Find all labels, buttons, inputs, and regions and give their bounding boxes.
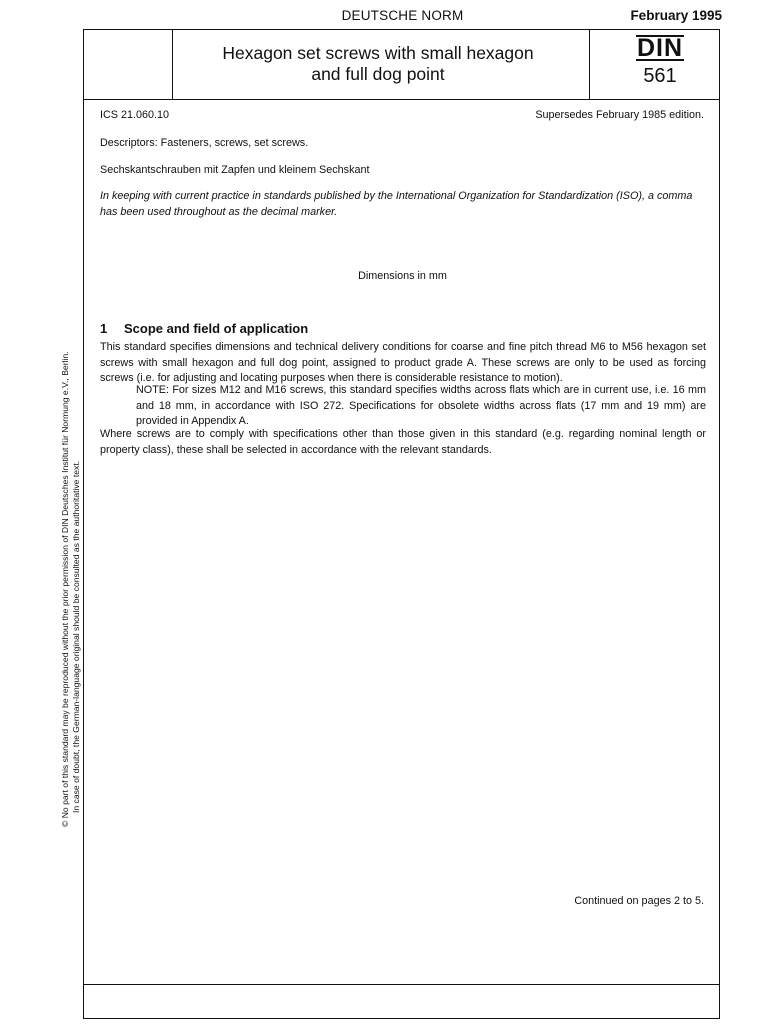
title-line-2: and full dog point <box>311 64 445 84</box>
document-title <box>173 43 583 85</box>
continued-note: Continued on pages 2 to 5. <box>574 895 704 907</box>
copyright-line-2: In case of doubt, the German-language original should be consulted as the authoritative text. <box>71 460 81 813</box>
section-number: 1 <box>100 321 108 336</box>
iso-decimal-note: In keeping with current practice in standards published by the International Organization for Standardization (ISO), a comma has been used throughout as the decimal marker. <box>100 190 693 218</box>
scope-paragraph: This standard specifies dimensions and technical delivery conditions for coarse and fine pitch thread M6 to M56 hexagon set screws with small hexagon and full dog point, assigned to product grade A. These screws are only to be used as forcing screws (i.e. for adjusting and locating purposes when there is considerable resistance to motion). <box>100 341 706 384</box>
din-badge <box>620 35 700 88</box>
scope-paragraph-2: Where screws are to comply with specifications other than those given in this standard (e.g. regarding nominal length or property class), these shall be selected in accordance with the relevant standards. <box>100 428 706 456</box>
section-heading <box>100 321 308 336</box>
german-title: Sechskantschrauben mit Zapfen und kleinem Sechskant <box>100 164 370 176</box>
title-line-1: Hexagon set screws with small hexagon <box>222 43 534 63</box>
dimensions-note: Dimensions in mm <box>358 270 447 282</box>
scope-note: NOTE: For sizes M12 and M16 screws, this standard specifies widths across flats which are in current use, i.e. 16 mm and 18 mm, in accordance with ISO 272. Specifications for obsolete widths across flats (17 mm and 19 mm) are provided in Appendix A. <box>136 384 706 427</box>
din-logo: DIN <box>636 34 684 62</box>
ics-code: ICS 21.060.10 <box>100 109 170 121</box>
descriptors: Descriptors: Fasteners, screws, set screws. <box>100 137 309 149</box>
copyright-line-1: © No part of this standard may be reproduced without the prior permission of DIN Deutsches Institut für Normung e.V., Berlin. <box>60 351 70 827</box>
supersedes-note: Supersedes February 1985 edition. <box>535 109 704 121</box>
copyright-side-notice <box>60 217 82 827</box>
section-title: Scope and field of application <box>124 321 309 336</box>
din-number: 561 <box>643 65 677 87</box>
title-block <box>83 29 720 100</box>
bottom-rule <box>83 984 720 985</box>
title-divider-right <box>589 29 590 99</box>
norm-label: DEUTSCHE NORM <box>341 8 464 23</box>
publication-date: February 1995 <box>630 8 722 23</box>
